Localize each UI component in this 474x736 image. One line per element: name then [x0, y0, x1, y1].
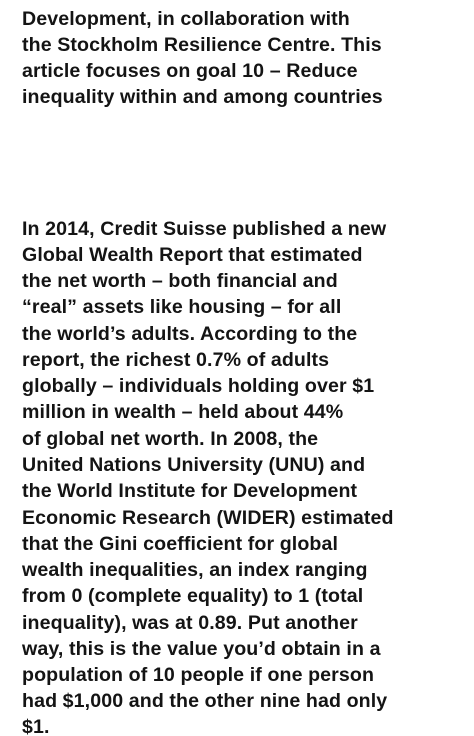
text-line: had $1,000 and the other nine had only	[22, 690, 388, 712]
text-line: wealth inequalities, an index ranging	[22, 559, 368, 581]
text-line: report, the richest 0.7% of adults	[22, 349, 330, 371]
text-line: inequality within and among countries	[22, 86, 383, 108]
text-line: of global net worth. In 2008, the	[22, 428, 319, 450]
text-line: from 0 (complete equality) to 1 (total	[22, 585, 364, 607]
text-line: In 2014, Credit Suisse published a new	[22, 218, 387, 240]
text-line: $1.	[22, 716, 50, 736]
text-line: way, this is the value you’d obtain in a	[22, 638, 381, 660]
text-line: article focuses on goal 10 – Reduce	[22, 60, 358, 82]
text-line: that the Gini coefficient for global	[22, 533, 339, 555]
text-line: population of 10 people if one person	[22, 664, 375, 686]
text-line: “real” assets like housing – for all	[22, 296, 342, 318]
text-line: the net worth – both financial and	[22, 270, 338, 292]
text-line: Global Wealth Report that estimated	[22, 244, 363, 266]
text-line: United Nations University (UNU) and	[22, 454, 366, 476]
text-line: Development, in collaboration with	[22, 8, 350, 30]
text-line: globally – individuals holding over $1	[22, 375, 375, 397]
text-line: the world’s adults. According to the	[22, 323, 358, 345]
text-line: the Stockholm Resilience Centre. This	[22, 34, 382, 56]
text-line: million in wealth – held about 44%	[22, 401, 344, 423]
text-line: inequality), was at 0.89. Put another	[22, 612, 358, 634]
text-line: the World Institute for Development	[22, 480, 358, 502]
text-line: Economic Research (WIDER) estimated	[22, 507, 394, 529]
